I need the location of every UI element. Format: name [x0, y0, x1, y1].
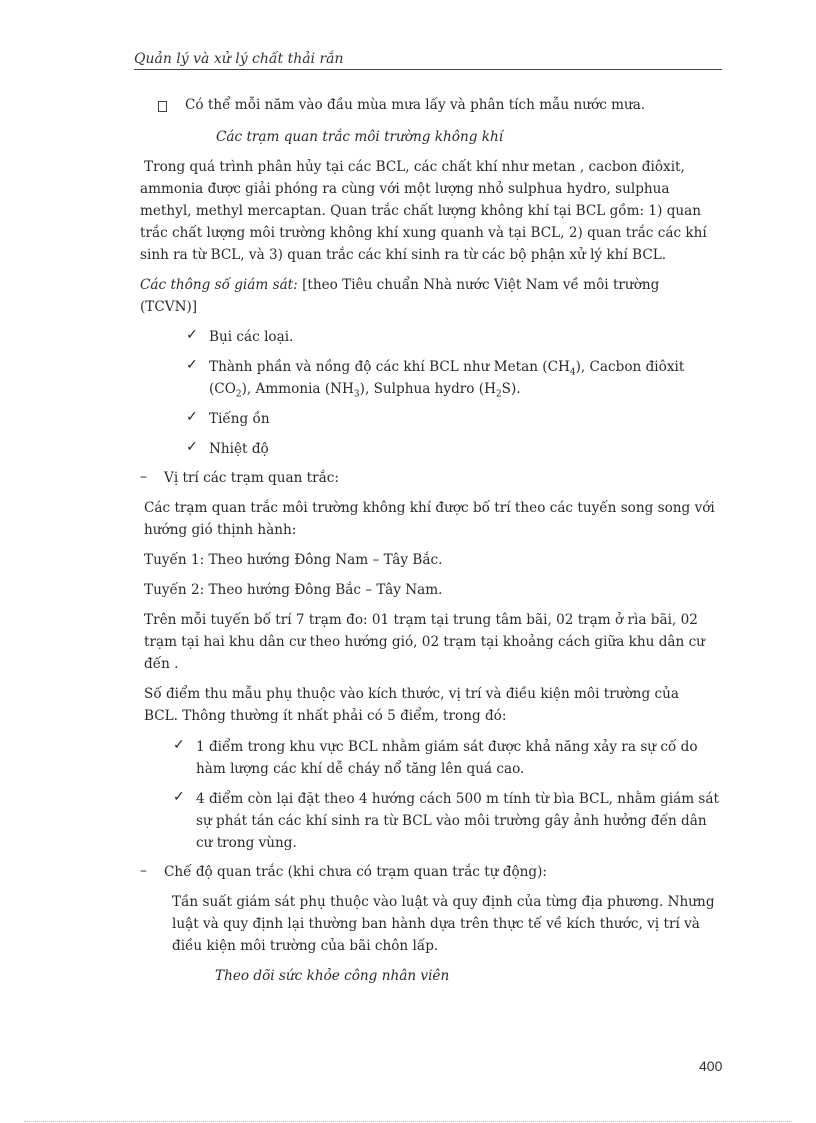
- point-2-line-2: sự phát tán các khí sinh ra từ BCL vào môi trường gây ảnh hưởng đến dân: [196, 813, 707, 829]
- para-stations-line-1: Các trạm quan trắc môi trường không khí được bố trí theo các tuyến song song với: [144, 500, 715, 516]
- params-standard: [theo Tiêu chuẩn Nhà nước Việt Nam về môi trường: [302, 277, 660, 293]
- para-intro-line-3: methyl, methyl mercaptan. Quan trắc chất lượng không khí tại BCL gồm: 1) quan: [140, 203, 702, 219]
- check-icon: ✓: [186, 439, 198, 455]
- point-2-line-3: cư trong vùng.: [196, 835, 297, 851]
- gases-text: Thành phần và nồng độ các khí BCL như Metan (CH: [209, 359, 570, 375]
- params-label: Các thông số giám sát:: [140, 277, 298, 293]
- check-item-noise: Tiếng ồn: [209, 411, 270, 427]
- check-item-gases-line-2: [209, 380, 521, 398]
- check-icon: ✓: [186, 409, 198, 425]
- dash-icon: –: [140, 469, 147, 485]
- para-route-stations-line-2: trạm tại hai khu dân cư theo hướng gió, 02 trạm tại khoảng cách giữa khu dân cư: [144, 634, 705, 650]
- para-intro-line-4: trắc chất lượng môi trường không khí xung quanh và tại BCL, 2) quan trắc các khí: [140, 225, 707, 241]
- gases-text: (CO: [209, 381, 236, 397]
- subscript: 4: [569, 367, 576, 378]
- gases-text: ), Cacbon điôxit: [575, 359, 685, 375]
- check-item-gases-line-1: [209, 358, 684, 376]
- subscript: 3: [353, 389, 360, 400]
- para-intro-line-2: ammonia được giải phóng ra cùng với một lượng nhỏ sulphua hydro, sulphua: [140, 181, 670, 197]
- para-route-stations-line-1: Trên mỗi tuyến bố trí 7 trạm đo: 01 trạm tại trung tâm bãi, 02 trạm ở rìa bãi, 02: [144, 612, 698, 628]
- para-points-line-1: Số điểm thu mẫu phụ thuộc vào kích thước, vị trí và điều kiện môi trường của: [144, 686, 679, 702]
- gases-text: ), Sulphua hydro (H: [359, 381, 496, 397]
- para-frequency-line-1: Tần suất giám sát phụ thuộc vào luật và quy định của từng địa phương. Nhưng: [172, 894, 715, 910]
- subscript: 2: [235, 389, 242, 400]
- footer-dotted-rule: [24, 1121, 792, 1122]
- checkbox-bullet-icon: [158, 101, 167, 112]
- check-item-dust: Bụi các loại.: [209, 329, 294, 345]
- gases-text: S).: [501, 381, 521, 397]
- para-route-stations-line-3: đến .: [144, 656, 179, 672]
- running-header: Quản lý và xử lý chất thải rắn: [134, 51, 344, 67]
- point-2-line-1: 4 điểm còn lại đặt theo 4 hướng cách 500 m tính từ bìa BCL, nhằm giám sát: [196, 791, 719, 807]
- subscript: 2: [495, 389, 502, 400]
- dash-icon: –: [140, 863, 147, 879]
- para-frequency-line-2: luật và quy định lại thường ban hành dựa trên thực tế về kích thước, vị trí và: [172, 916, 700, 932]
- para-intro-line-1: Trong quá trình phân hủy tại các BCL, các chất khí như metan , cacbon điôxit,: [144, 159, 685, 175]
- header-rule: [134, 69, 722, 70]
- params-line-2: (TCVN)]: [140, 299, 198, 315]
- check-icon: ✓: [186, 327, 198, 343]
- point-1-line-1: 1 điểm trong khu vực BCL nhằm giám sát được khả năng xảy ra sự cố do: [196, 739, 698, 755]
- point-1-line-2: hàm lượng các khí dễ cháy nổ tăng lên quá cao.: [196, 761, 525, 777]
- para-frequency-line-3: điều kiện môi trường của bãi chôn lấp.: [172, 938, 439, 954]
- para-points-line-2: BCL. Thông thường ít nhất phải có 5 điểm, trong đó:: [144, 708, 507, 724]
- bullet-rain-sampling: Có thể mỗi năm vào đầu mùa mưa lấy và phân tích mẫu nước mưa.: [185, 97, 646, 113]
- para-stations-line-2: hướng gió thịnh hành:: [144, 522, 297, 538]
- gases-text: ), Ammonia (NH: [241, 381, 354, 397]
- check-icon: ✓: [173, 737, 185, 753]
- page-number: 400: [699, 1058, 723, 1074]
- check-icon: ✓: [173, 789, 185, 805]
- route-1: Tuyến 1: Theo hướng Đông Nam – Tây Bắc.: [144, 552, 443, 568]
- subheading-worker-health: Theo dõi sức khỏe công nhân viên: [215, 968, 450, 984]
- para-intro-line-5: sinh ra từ BCL, và 3) quan trắc các khí sinh ra từ các bộ phận xử lý khí BCL.: [140, 247, 667, 263]
- dash-regime-heading: Chế độ quan trắc (khi chưa có trạm quan trắc tự động):: [164, 864, 547, 880]
- check-item-temperature: Nhiệt độ: [209, 441, 269, 457]
- route-2: Tuyến 2: Theo hướng Đông Bắc – Tây Nam.: [144, 582, 443, 598]
- check-icon: ✓: [186, 357, 198, 373]
- subheading-air-stations: Các trạm quan trắc môi trường không khí: [216, 129, 504, 145]
- params-line-1: [140, 276, 659, 294]
- dash-location-heading: Vị trí các trạm quan trắc:: [164, 470, 339, 486]
